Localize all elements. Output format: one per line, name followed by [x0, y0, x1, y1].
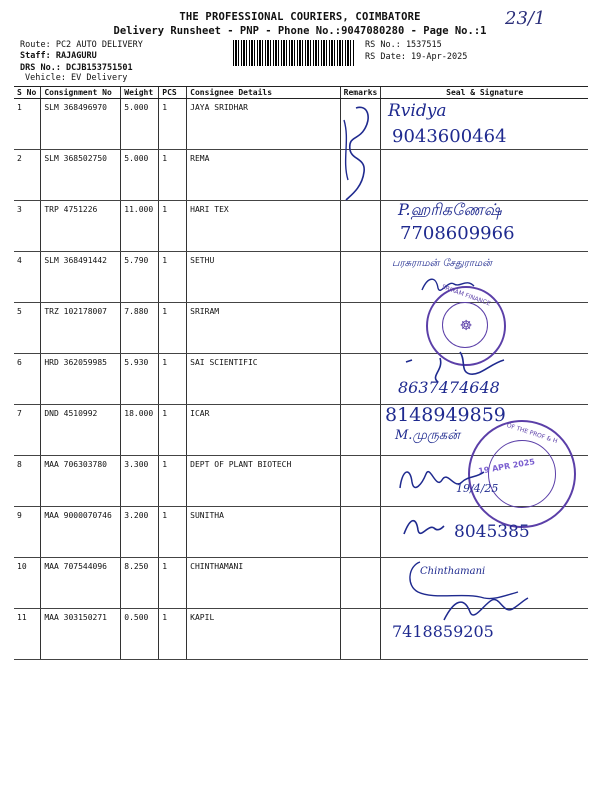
- cell-consignee: CHINTHAMANI: [187, 558, 340, 609]
- signature-row1-name: Rvidya: [388, 101, 447, 121]
- seal-logo-icon: ☸: [459, 318, 473, 334]
- cell-weight: 18.000: [121, 405, 159, 456]
- drs-number: DRS No.: DCJB153751501: [20, 63, 133, 73]
- cell-consignment: DND 4510992: [41, 405, 121, 456]
- col-signature: Seal & Signature: [381, 87, 588, 99]
- signature-row9-scribble: [398, 510, 446, 544]
- cell-sno: 9: [14, 507, 41, 558]
- department-seal-text: OF THE PROF & H: [505, 421, 559, 446]
- signature-row4-name: பரசுராமன் சேதுராமன்: [392, 258, 492, 269]
- cell-weight: 5.930: [121, 354, 159, 405]
- cell-sno: 2: [14, 150, 41, 201]
- cell-consignment: MAA 706303780: [41, 456, 121, 507]
- cell-pcs: 1: [159, 558, 187, 609]
- signature-row10-name: Chinthamani: [420, 566, 486, 577]
- col-remarks: Remarks: [340, 87, 381, 99]
- date-stamp: 19 APR 2025: [477, 457, 536, 476]
- cell-weight: 3.200: [121, 507, 159, 558]
- cell-consignment: TRZ 102178007: [41, 303, 121, 354]
- cell-sno: 1: [14, 99, 41, 150]
- cell-signature: [381, 150, 588, 201]
- cell-consignment: SLM 368496970: [41, 99, 121, 150]
- cell-consignee: SAI SCIENTIFIC: [187, 354, 340, 405]
- cell-weight: 0.500: [121, 609, 159, 660]
- cell-consignee: REMA: [187, 150, 340, 201]
- barcode: [233, 40, 355, 66]
- cell-remarks: [340, 507, 381, 558]
- cell-consignment: MAA 707544096: [41, 558, 121, 609]
- cell-consignment: MAA 303150271: [41, 609, 121, 660]
- cell-sno: 11: [14, 609, 41, 660]
- signature-row8-date: 19/4/25: [456, 482, 499, 495]
- cell-pcs: 1: [159, 405, 187, 456]
- cell-consignee: KAPIL: [187, 609, 340, 660]
- signature-row3-name: P.ஹரிகணேஷ்: [398, 200, 502, 219]
- cell-consignment: TRP 4751226: [41, 201, 121, 252]
- cell-weight: 5.790: [121, 252, 159, 303]
- cell-remarks: [340, 609, 381, 660]
- cell-sno: 8: [14, 456, 41, 507]
- cell-consignee: ICAR: [187, 405, 340, 456]
- vehicle-info: Vehicle: EV Delivery: [25, 73, 128, 83]
- cell-remarks: [340, 252, 381, 303]
- cell-sno: 10: [14, 558, 41, 609]
- cell-remarks: [340, 303, 381, 354]
- table-header-row: [14, 87, 588, 99]
- cell-pcs: 1: [159, 507, 187, 558]
- cell-consignee: JAYA SRIDHAR: [187, 99, 340, 150]
- signature-row3-phone: 7708609966: [400, 223, 515, 244]
- rs-date: RS Date: 19-Apr-2025: [365, 52, 468, 62]
- signature-row9-phone: 8045385: [454, 522, 530, 542]
- cell-weight: 5.000: [121, 99, 159, 150]
- signature-row11-phone: 7418859205: [392, 622, 494, 641]
- cell-consignee: DEPT OF PLANT BIOTECH: [187, 456, 340, 507]
- cell-pcs: 1: [159, 252, 187, 303]
- cell-sno: 3: [14, 201, 41, 252]
- cell-remarks: [340, 201, 381, 252]
- runsheet-subtitle: Delivery Runsheet - PNP - Phone No.:9047080280 - Page No.:1: [113, 25, 487, 37]
- cell-remarks: [340, 405, 381, 456]
- col-consignee: Consignee Details: [187, 87, 340, 99]
- cell-remarks: [340, 354, 381, 405]
- cell-remarks: [340, 558, 381, 609]
- cell-consignee: SRIRAM: [187, 303, 340, 354]
- cell-consignee: SETHU: [187, 252, 340, 303]
- signature-row7-name: M.முருகன்: [395, 428, 460, 443]
- cell-consignment: SLM 368491442: [41, 252, 121, 303]
- handwritten-page-note: 23/1: [505, 8, 546, 29]
- signature-row7-phone: 8148949859: [385, 404, 506, 426]
- cell-weight: 3.300: [121, 456, 159, 507]
- cell-pcs: 1: [159, 354, 187, 405]
- cell-consignment: HRD 362059985: [41, 354, 121, 405]
- department-seal-inner-ring: [488, 440, 556, 508]
- remarks-bracket-mark: [338, 100, 378, 205]
- cell-consignment: SLM 368502750: [41, 150, 121, 201]
- company-title: THE PROFESSIONAL COURIERS, COIMBATORE: [179, 11, 421, 23]
- cell-remarks: [340, 456, 381, 507]
- signature-row6-phone: 8637474648: [398, 378, 500, 397]
- cell-weight: 8.250: [121, 558, 159, 609]
- signature-row1-phone: 9043600464: [392, 126, 507, 147]
- cell-pcs: 1: [159, 201, 187, 252]
- cell-consignee: HARI TEX: [187, 201, 340, 252]
- cell-sno: 7: [14, 405, 41, 456]
- cell-sno: 6: [14, 354, 41, 405]
- route-info: Route: PC2 AUTO DELIVERY: [20, 40, 143, 50]
- staff-info: Staff: RAJAGURU: [20, 51, 97, 61]
- col-consignment: Consignment No: [41, 87, 121, 99]
- table-row: [14, 150, 588, 201]
- cell-sno: 5: [14, 303, 41, 354]
- table-row: [14, 252, 588, 303]
- cell-consignment: MAA 9000070746: [41, 507, 121, 558]
- cell-weight: 7.880: [121, 303, 159, 354]
- cell-pcs: 1: [159, 99, 187, 150]
- cell-weight: 5.000: [121, 150, 159, 201]
- seal-text: SRIRAM FINANCE: [440, 283, 492, 308]
- cell-pcs: 1: [159, 609, 187, 660]
- cell-pcs: 1: [159, 456, 187, 507]
- rs-number: RS No.: 1537515: [365, 40, 442, 50]
- col-sno: S No: [14, 87, 41, 99]
- cell-pcs: 1: [159, 303, 187, 354]
- cell-pcs: 1: [159, 150, 187, 201]
- col-weight: Weight: [121, 87, 159, 99]
- col-pcs: PCS: [159, 87, 187, 99]
- cell-sno: 4: [14, 252, 41, 303]
- cell-weight: 11.000: [121, 201, 159, 252]
- cell-consignee: SUNITHA: [187, 507, 340, 558]
